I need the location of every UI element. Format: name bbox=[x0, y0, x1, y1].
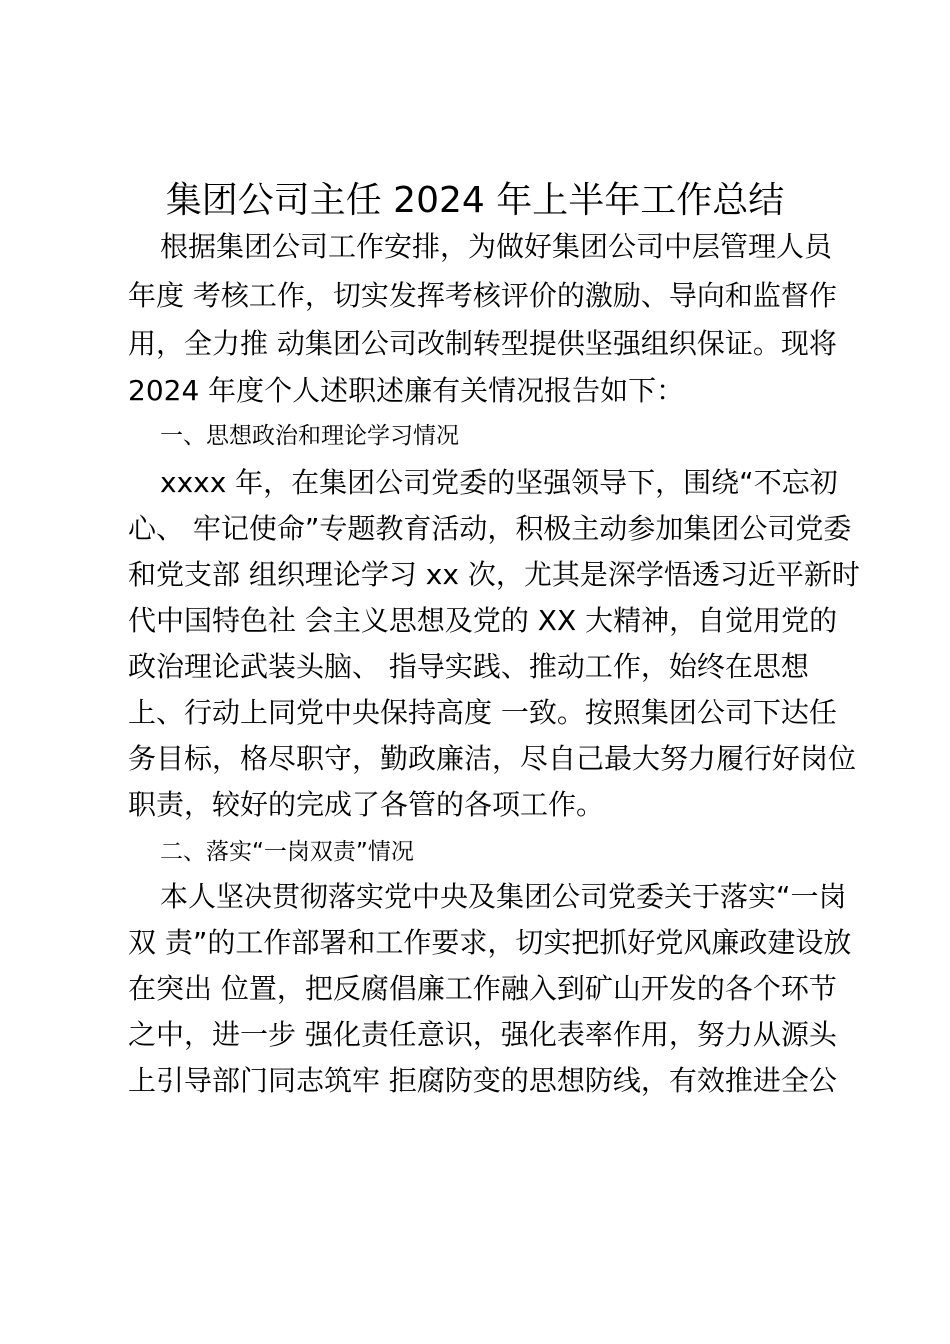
paragraph-line: 务目标，格尽职守，勤政廉洁，尽自己最大努力履行好岗位 bbox=[128, 742, 857, 775]
paragraph-line: 双 责”的工作部署和工作要求，切实把抓好党风廉政建设放 bbox=[128, 926, 852, 959]
paragraph-line: 之中，进一步 强化责任意识，强化表率作用，努力从源头 bbox=[128, 1018, 837, 1051]
section-heading-1: 一、思想政治和理论学习情况 bbox=[160, 423, 459, 449]
paragraph-line: 上引导部门同志筑牢 拒腐防变的思想防线，有效推进全公 bbox=[128, 1064, 837, 1097]
paragraph-line: 用，全力推 动集团公司改制转型提供坚强组织保证。现将 bbox=[128, 327, 837, 360]
paragraph-line: 2024 年度个人述职述廉有关情况报告如下： bbox=[128, 374, 685, 407]
section-heading-2: 二、落实“一岗双责”情况 bbox=[160, 839, 414, 865]
paragraph-line: 职责，较好的完成了各管的各项工作。 bbox=[128, 788, 605, 821]
paragraph-line: 政治理论武装头脑、 指导实践、推动工作，始终在思想 bbox=[128, 650, 809, 683]
paragraph-line: 代中国特色社 会主义思想及党的 XX 大精神，自觉用党的 bbox=[128, 604, 838, 637]
paragraph-line: xxxx 年，在集团公司党委的坚强领导下，围绕“不忘初 bbox=[160, 466, 838, 499]
paragraph-line: 上、行动上同党中央保持高度 一致。按照集团公司下达任 bbox=[128, 696, 837, 729]
paragraph-line: 心、 牢记使命”专题教育活动，积极主动参加集团公司党委 bbox=[128, 512, 852, 545]
document-title: 集团公司主任 2024 年上半年工作总结 bbox=[165, 180, 785, 221]
paragraph-line: 根据集团公司工作安排，为做好集团公司中层管理人员 bbox=[160, 230, 833, 263]
paragraph-line: 本人坚决贯彻落实党中央及集团公司党委关于落实“一岗 bbox=[160, 880, 847, 913]
paragraph-line: 和党支部 组织理论学习 xx 次，尤其是深学悟透习近平新时 bbox=[128, 558, 860, 591]
paragraph-line: 在突出 位置，把反腐倡廉工作融入到矿山开发的各个环节 bbox=[128, 972, 837, 1005]
paragraph-line: 年度 考核工作，切实发挥考核评价的激励、导向和监督作 bbox=[128, 279, 837, 312]
